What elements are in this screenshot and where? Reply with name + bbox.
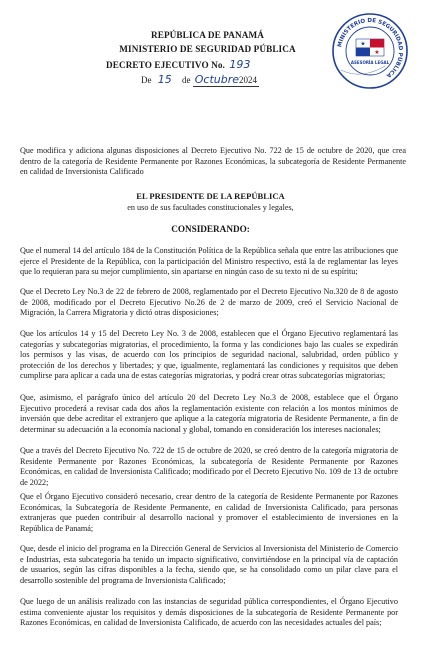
- considering-paragraph-3: Que los artículos 14 y 15 del Decreto Ley No. 3 de 2008, establecen que el Órgano Ejecutivo reglamentará las categorías y subcategorías migratorias, el procedimiento, la forma y las condiciones bajo las cuales se expedirán los permisos y las visas, de acuerdo con los principios de seguridad nacional, salubridad, orden público y protección de los derechos y libertades; y que, igualmente, reglamentará las condiciones y requisitos que deben cumplirse para aplicar a cada una de estas categorías migratorias, y podrá crear otras subcategorías migratorias;: [20, 329, 398, 380]
- ministry-seal-stamp: [331, 12, 409, 90]
- decree-intro: Que modifica y adiciona algunas disposiciones al Decreto Ejecutivo No. 722 de 15 de octubre de 2020, que crea dentro de la categoría de Residente Permanente por Razones Económicas, la subcategoría de Residente Permanente en calidad de Inversionista Calificado: [20, 146, 406, 176]
- considering-paragraph-8: Que luego de un análisis realizado con las instancias de seguridad pública correspondientes, el Órgano Ejecutivo estima conveniente ajustar los requisitos y demás disposiciones de la subcategoría de Residente Permanente por Razones Económicas, en calidad de Inversionista Calificado, de acuerdo con las necesidades actuales del país;: [20, 597, 398, 627]
- decree-heading: [106, 58, 316, 71]
- decree-date: [141, 73, 259, 87]
- president-title: EL PRESIDENTE DE LA REPÚBLICA: [136, 191, 285, 201]
- date-day: 15: [157, 73, 172, 86]
- seal-ring-text: MINISTERIO DE SEGURIDAD PÚBLICA: [337, 17, 404, 79]
- considering-heading: CONSIDERANDO:: [171, 224, 250, 234]
- seal-center-text: ASESORÍA LEGAL: [350, 60, 390, 65]
- decree-label: DECRETO EJECUTIVO No.: [106, 60, 225, 70]
- considering-paragraph-6: Que el Órgano Ejecutivo consideró necesario, crear dentro de la categoría de Residente Permanente por Razones Económicas, la Subcategoría de Residente Permanente, en calidad de Inversionista Calificado, para personas extranjeras que pueden contribuir al desarrollo nacional y promover el establecimiento de inversiones en la República de Panamá;: [20, 492, 398, 533]
- date-month: Octubre: [194, 73, 240, 86]
- considering-paragraph-2: Que el Decreto Ley No.3 de 22 de febrero de 2008, reglamentado por el Decreto Ejecutivo No.320 de 8 de agosto de 2008, modificado por el Decreto Ejecutivo No.26 de 2 de marzo de 2009, creó el Servicio Nacional de Migración, la Carrera Migratoria y dictó otras disposiciones;: [20, 287, 398, 317]
- date-year: 2024: [239, 75, 258, 85]
- ministry-heading: MINISTERIO DE SEGURIDAD PÚBLICA: [119, 44, 296, 54]
- decree-number: 193: [229, 58, 251, 71]
- considering-paragraph-4: Que, asimismo, el parágrafo único del artículo 20 del Decreto Ley No.3 de 2008, establece que el Órgano Ejecutivo procederá a revisar cada dos años la reglamentación existente con relación a los montos mínimos de inversión que debe acreditar el extranjero que aplique a la categoría migratoria de Residente Permanente, a fin de determinar su adecuación a la economía nacional y global, tomando en consideración los intereses nacionales;: [20, 393, 398, 434]
- considering-paragraph-1: Que el numeral 14 del artículo 184 de la Constitución Política de la República señala que entre las atribuciones que ejerce el Presidente de la República, con la participación del Ministro respectivo, está la de reglamentar las leyes que lo requieran para su mejor cumplimiento, sin apartarse en ningún caso de su texto ni de su espíritu;: [20, 246, 398, 276]
- date-month-year: [193, 73, 259, 87]
- president-subtitle: en uso de sus facultades constitucionales y legales,: [127, 203, 294, 212]
- republic-heading: REPÚBLICA DE PANAMÁ: [150, 30, 264, 40]
- considering-paragraph-5: Que a través del Decreto Ejecutivo No. 722 de 15 de octubre de 2020, se creó dentro de la categoría migratoria de Residente Permanente por Razones Económicas, la subcategoría de Residente Permanente por Razones Económicas, en calidad de Inversionista Calificado; modificado por el Decreto Ejecutivo No. 109 de 13 de octubre de 2022;: [20, 446, 398, 487]
- svg-text:★: ★: [360, 40, 366, 48]
- date-de: de: [182, 75, 191, 85]
- flag-icon: [356, 39, 384, 56]
- date-prefix: De: [141, 75, 152, 85]
- svg-text:★: ★: [374, 49, 380, 56]
- considering-paragraph-7: Que, desde el inicio del programa en la Dirección General de Servicios al Inversionista del Ministerio de Comercio e Industrias, esta subcategoría ha tenido un impacto significativo, convirtiéndose en la principal vía de captación de usuarios, según las cifras disponibles a la fecha, siendo que, se ha consolidado como un pilar clave para el desarrollo sostenible del programa de Inversionista Calificado;: [20, 544, 398, 585]
